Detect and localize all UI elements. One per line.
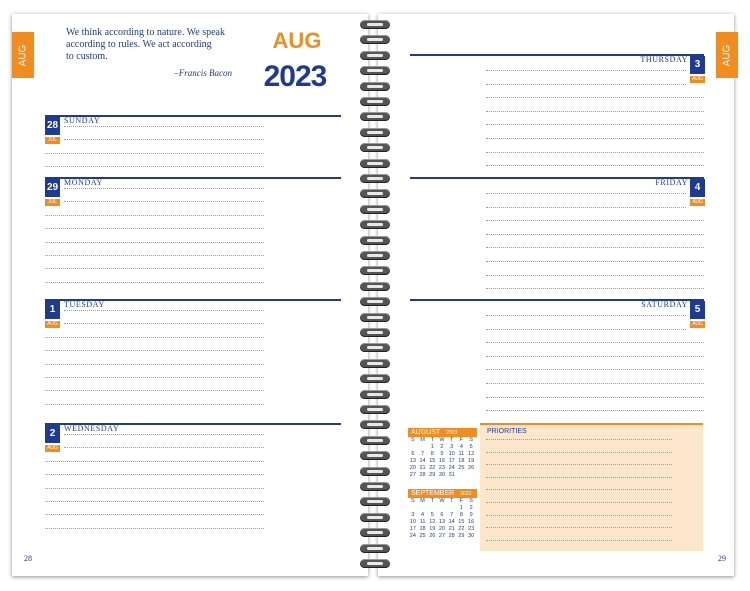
calendar-date: 1 (430, 444, 434, 450)
weekday-label: T (449, 437, 454, 443)
priority-line (486, 452, 672, 453)
write-line (45, 488, 264, 489)
spiral-coil (360, 20, 390, 29)
write-line (486, 207, 686, 208)
weekday-label: M (420, 437, 425, 443)
write-line (486, 220, 704, 221)
write-line (486, 288, 704, 289)
write-line (45, 390, 264, 391)
spiral-coil (360, 97, 390, 106)
weekday-row (408, 437, 476, 444)
priority-line (486, 439, 672, 440)
write-line (45, 461, 264, 462)
write-line (486, 329, 686, 330)
quote-line: to custom. (66, 51, 108, 62)
calendar-date (408, 505, 418, 512)
calendar-date: 6 (411, 451, 415, 457)
calendar-date: 24 (448, 465, 455, 471)
spiral-coil (360, 143, 390, 152)
day-month-label: AUG (45, 321, 60, 328)
mini-calendar-header (408, 428, 477, 437)
week-row (408, 444, 476, 451)
calendar-date: 31 (448, 472, 455, 478)
write-line (45, 337, 264, 338)
weekday-label: F (459, 498, 464, 504)
write-line (64, 188, 264, 189)
quote-line: according to rules. We act according (66, 39, 212, 50)
spiral-coil (360, 497, 390, 506)
day-number: 28 (45, 117, 60, 135)
weekday-row (408, 498, 476, 505)
calendar-date: 16 (468, 519, 475, 525)
write-line (45, 514, 264, 515)
write-line (486, 410, 704, 411)
calendar-date: 29 (429, 472, 436, 478)
spiral-coil (360, 328, 390, 337)
calendar-date: 15 (429, 458, 436, 464)
spiral-coil (360, 436, 390, 445)
quote-line: We think according to nature. We speak (66, 27, 225, 38)
write-line (45, 364, 264, 365)
calendar-date: 14 (419, 458, 426, 464)
write-line (45, 404, 264, 405)
write-line (486, 138, 704, 139)
write-line (64, 201, 264, 202)
calendar-date: 19 (468, 458, 475, 464)
priority-line (486, 502, 672, 503)
calendar-date: 13 (438, 519, 446, 525)
day-month-label: AUG (45, 445, 60, 452)
calendar-date: 18 (458, 458, 465, 464)
calendar-date: 8 (459, 512, 463, 518)
spiral-coil (360, 544, 390, 553)
quote-block (66, 27, 246, 79)
day-number: 5 (690, 301, 705, 319)
write-line (64, 323, 264, 324)
write-line (45, 215, 264, 216)
spiral-coil (360, 189, 390, 198)
calendar-date: 2 (469, 505, 473, 511)
spiral-coil (360, 112, 390, 121)
write-line (45, 242, 264, 243)
calendar-date (466, 472, 476, 479)
write-line (486, 234, 704, 235)
write-line (64, 139, 264, 140)
mini-calendar-grid (408, 498, 476, 540)
write-line (45, 268, 264, 269)
calendar-date (457, 472, 467, 479)
spiral-coil (360, 66, 390, 75)
day-number: 2 (45, 425, 60, 443)
spiral-coil (360, 35, 390, 44)
calendar-date (418, 444, 428, 451)
write-line (45, 350, 264, 351)
calendar-date: 4 (459, 444, 463, 450)
calendar-date (437, 505, 447, 512)
calendar-date: 30 (438, 472, 446, 478)
priority-line (486, 464, 672, 465)
priority-line (486, 477, 672, 478)
spiral-coil (360, 251, 390, 260)
calendar-date: 22 (458, 526, 465, 532)
calendar-date: 17 (409, 526, 416, 532)
write-line (45, 166, 264, 167)
day-number: 1 (45, 301, 60, 319)
week-row (408, 505, 476, 512)
calendar-date: 27 (409, 472, 416, 478)
calendar-date: 9 (469, 512, 473, 518)
calendar-date (408, 444, 418, 451)
spiral-coil (360, 559, 390, 568)
spiral-binding (360, 14, 390, 576)
week-row (408, 533, 476, 540)
calendar-date: 21 (448, 526, 455, 532)
write-line (45, 377, 264, 378)
week-row (408, 451, 476, 458)
calendar-date: 12 (429, 519, 436, 525)
spiral-coil (360, 51, 390, 60)
priorities-title: PRIORITIES (487, 428, 527, 435)
weekday-label: W (439, 437, 445, 443)
calendar-date: 18 (419, 526, 426, 532)
calendar-date: 5 (469, 444, 473, 450)
day-name: SATURDAY (641, 300, 688, 309)
write-line (64, 434, 264, 435)
calendar-date: 16 (438, 458, 446, 464)
mini-calendar-year: 2023 (446, 430, 458, 436)
priorities-box (480, 423, 703, 551)
write-line (45, 474, 264, 475)
week-row (408, 458, 476, 465)
calendar-date: 25 (419, 533, 426, 539)
calendar-date: 17 (448, 458, 455, 464)
spiral-coil (360, 205, 390, 214)
write-line (486, 369, 704, 370)
mini-calendar-august (408, 428, 477, 479)
mini-calendar-grid (408, 437, 476, 479)
week-row (408, 472, 476, 479)
write-line (486, 165, 704, 166)
weekday-label: S (411, 437, 415, 443)
left-page-number: 28 (24, 554, 32, 563)
calendar-date: 10 (409, 519, 416, 525)
calendar-date: 3 (411, 512, 415, 518)
calendar-date: 8 (430, 451, 434, 457)
spiral-coil (360, 266, 390, 275)
calendar-date: 26 (429, 533, 436, 539)
month-heading: AUG (272, 28, 322, 53)
write-line (45, 228, 264, 229)
day-name: THURSDAY (640, 55, 688, 64)
calendar-date: 23 (438, 465, 446, 471)
write-line (486, 97, 704, 98)
calendar-date: 11 (419, 519, 426, 525)
write-line (486, 315, 686, 316)
spiral-coil (360, 420, 390, 429)
spiral-coil (360, 528, 390, 537)
spiral-coil (360, 374, 390, 383)
day-month-label: JUL (45, 137, 60, 144)
week-row (408, 526, 476, 533)
weekday-label: S (411, 498, 415, 504)
write-line (486, 261, 704, 262)
left-month-tab-label: AUG (17, 44, 29, 66)
spiral-coil (360, 220, 390, 229)
calendar-date: 3 (450, 444, 454, 450)
calendar-date: 2 (440, 444, 444, 450)
day-name: MONDAY (64, 178, 103, 187)
write-line (45, 501, 264, 502)
spiral-coil (360, 359, 390, 368)
mini-calendar-month: SEPTEMBER (411, 490, 455, 497)
right-page-number: 29 (718, 554, 726, 563)
spiral-coil (360, 128, 390, 137)
calendar-date: 25 (458, 465, 465, 471)
write-line (486, 356, 704, 357)
write-line (45, 255, 264, 256)
calendar-date: 5 (430, 512, 434, 518)
calendar-date: 22 (429, 465, 436, 471)
calendar-date: 13 (409, 458, 416, 464)
calendar-date (427, 505, 437, 512)
calendar-date: 10 (448, 451, 455, 457)
calendar-date: 14 (448, 519, 455, 525)
right-month-tab (716, 32, 738, 78)
calendar-date: 20 (409, 465, 416, 471)
weekday-label: T (430, 437, 434, 443)
spiral-coil (360, 236, 390, 245)
calendar-date: 4 (421, 512, 425, 518)
calendar-date: 1 (459, 505, 463, 511)
calendar-date: 23 (468, 526, 475, 532)
write-line (486, 397, 704, 398)
spiral-coil (360, 297, 390, 306)
priority-line (486, 540, 672, 541)
mini-calendar-header (408, 489, 477, 498)
week-row (408, 465, 476, 472)
mini-calendar-september (408, 489, 477, 540)
calendar-date: 6 (440, 512, 444, 518)
calendar-date: 9 (440, 451, 444, 457)
day-month-label: AUG (690, 76, 705, 83)
calendar-date: 21 (419, 465, 426, 471)
mini-calendar-year: 2023 (460, 491, 472, 497)
quote-author: –Francis Bacon (174, 68, 232, 78)
calendar-date: 19 (429, 526, 436, 532)
weekday-label: T (430, 498, 434, 504)
spiral-coil (360, 513, 390, 522)
week-row (408, 512, 476, 519)
day-month-label: AUG (690, 321, 705, 328)
calendar-date: 7 (421, 451, 425, 457)
write-line (486, 70, 686, 71)
calendar-date: 29 (458, 533, 465, 539)
day-number: 29 (45, 179, 60, 197)
spiral-coil (360, 405, 390, 414)
calendar-date: 30 (468, 533, 475, 539)
write-line (486, 247, 704, 248)
spiral-coil (360, 159, 390, 168)
spiral-coil (360, 174, 390, 183)
weekday-label: M (420, 498, 425, 504)
priority-line (486, 527, 672, 528)
write-line (64, 310, 264, 311)
spiral-coil (360, 82, 390, 91)
spiral-coil (360, 282, 390, 291)
write-line (486, 342, 704, 343)
priority-line (486, 515, 672, 516)
write-line (64, 447, 264, 448)
calendar-date: 28 (419, 472, 426, 478)
write-line (486, 275, 704, 276)
write-line (45, 282, 264, 283)
write-line (486, 124, 704, 125)
calendar-date (447, 505, 457, 512)
write-line (45, 528, 264, 529)
spiral-coil (360, 390, 390, 399)
day-name: FRIDAY (655, 178, 688, 187)
left-page (12, 14, 368, 576)
weekday-label: S (469, 437, 473, 443)
day-month-label: JUL (45, 199, 60, 206)
calendar-date: 26 (468, 465, 475, 471)
day-name: TUESDAY (64, 300, 105, 309)
mini-calendar-month: AUGUST (411, 429, 441, 436)
day-name: WEDNESDAY (64, 424, 120, 433)
day-month-label: AUG (690, 199, 705, 206)
left-month-tab (12, 32, 34, 78)
priority-line (486, 489, 672, 490)
write-line (486, 152, 704, 153)
right-month-tab-label: AUG (721, 44, 733, 66)
spiral-coil (360, 451, 390, 460)
calendar-date: 24 (409, 533, 416, 539)
write-line (486, 84, 686, 85)
calendar-date: 15 (458, 519, 465, 525)
calendar-date (418, 505, 428, 512)
spiral-coil (360, 467, 390, 476)
calendar-date: 7 (450, 512, 454, 518)
calendar-date: 11 (458, 451, 465, 457)
write-line (64, 126, 264, 127)
calendar-date: 28 (448, 533, 455, 539)
spiral-coil (360, 482, 390, 491)
week-row (408, 519, 476, 526)
day-number: 4 (690, 179, 705, 197)
write-line (45, 153, 264, 154)
calendar-date: 12 (468, 451, 475, 457)
year-heading: 2023 (263, 60, 327, 93)
weekday-label: T (449, 498, 454, 504)
calendar-date: 20 (438, 526, 446, 532)
write-line (486, 193, 686, 194)
day-name: SUNDAY (64, 116, 101, 125)
day-number: 3 (690, 56, 705, 74)
spiral-coil (360, 343, 390, 352)
write-line (486, 111, 704, 112)
weekday-label: F (459, 437, 464, 443)
weekday-label: S (469, 498, 473, 504)
spiral-coil (360, 313, 390, 322)
calendar-date: 27 (438, 533, 446, 539)
write-line (486, 383, 704, 384)
weekday-label: W (439, 498, 445, 504)
